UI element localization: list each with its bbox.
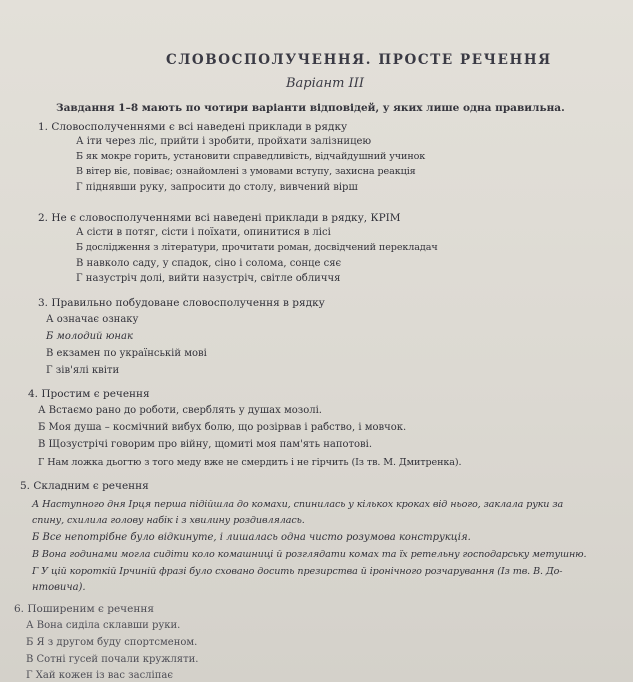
task-1-option-c: В вітер віє, повіває; ознайомлені з умовами вступу, захисна реакція bbox=[76, 166, 416, 177]
task-6-option-d: Г Хай кожен із вас засліпає bbox=[26, 670, 173, 681]
task-6-option-a: А Вона сиділа склавши руки. bbox=[26, 620, 181, 631]
task-6-question: 6. Поширеним є речення bbox=[14, 603, 154, 615]
task-3-option-c: В екзамен по українській мові bbox=[46, 348, 207, 359]
task-instruction: Завдання 1–8 мають по чотири варіанти відповідей, у яких лише одна правильна. bbox=[56, 102, 565, 114]
task-5-option-b: Б Все непотрібне було відкинуте, і лишалась одна чисто розумова конструкція. bbox=[32, 532, 471, 543]
page-title: СЛОВОСПОЛУЧЕННЯ. ПРОСТЕ РЕЧЕННЯ bbox=[166, 52, 552, 68]
task-2-option-c: В навколо саду, у спадок, сіно і солома, сонце сяє bbox=[76, 258, 342, 269]
task-3-option-d: Г зів'ялі квіти bbox=[46, 365, 120, 376]
task-1-option-a: А іти через ліс, прийти і зробити, пройхати залізницею bbox=[76, 136, 372, 147]
task-3-option-a: А означає ознаку bbox=[46, 314, 139, 325]
task-5-option-c: В Вона годинами могла сидіти коло комашниці й розглядати комах та їх ретельну господарську метушню. bbox=[32, 549, 587, 560]
task-3-question: 3. Правильно побудоване словосполучення в рядку bbox=[38, 297, 325, 309]
task-2-question: 2. Не є словосполученнями всі наведені приклади в рядку, КРІМ bbox=[38, 212, 401, 224]
task-5-option-d: Г У цій короткій Ірчиній фразі було сховано досить презирства й іронічного розчарування (Із тв. В. До- bbox=[32, 566, 563, 577]
task-1-option-d: Г піднявши руку, запросити до столу, вивчений вірш bbox=[76, 182, 358, 193]
task-4-question: 4. Простим є речення bbox=[28, 388, 150, 400]
task-4-option-a: А Встаємо рано до роботи, сверблять у душах мозолі. bbox=[38, 405, 322, 416]
task-2-option-d: Г назустріч долі, вийти назустріч, світле обличчя bbox=[76, 273, 341, 284]
task-5-option-a: А Наступного дня Ірця перша підійшла до комахи, спинилась у кількох кроках від нього, заклала руки за bbox=[32, 499, 564, 510]
task-5-option-a-continued: спину, схилила голову набік і з хвилину роздивлялась. bbox=[32, 515, 305, 526]
task-4-option-b: Б Моя душа – космічний вибух болю, що розірвав і рабство, і мовчок. bbox=[38, 422, 407, 433]
variant-label: Варіант ІІІ bbox=[286, 76, 364, 91]
task-2-option-b: Б дослідження з літератури, прочитати роман, досвідчений перекладач bbox=[76, 242, 438, 253]
task-5-question: 5. Складним є речення bbox=[20, 480, 149, 492]
task-3-option-b: Б молодий юнак bbox=[46, 331, 133, 342]
task-5-option-d-continued: нтовича). bbox=[32, 582, 86, 593]
task-1-option-b: Б як мокре горить, установити справедливість, відчайдушний учинок bbox=[76, 151, 426, 162]
task-6-option-b: Б Я з другом буду спортсменом. bbox=[26, 637, 198, 648]
task-6-option-c: В Сотні гусей почали кружляти. bbox=[26, 654, 199, 665]
task-4-option-d: Г Нам ложка дьогтю з того меду вже не смердить і не гірчить (Із тв. М. Дмитренка). bbox=[38, 457, 462, 468]
task-2-option-a: А сісти в потяг, сісти і поїхати, опинитися в лісі bbox=[76, 227, 331, 238]
task-1-question: 1. Словосполученнями є всі наведені приклади в рядку bbox=[38, 121, 348, 133]
task-4-option-c: В Щозустрічі говорим про війну, щомиті моя пам'ять напотові. bbox=[38, 439, 373, 450]
